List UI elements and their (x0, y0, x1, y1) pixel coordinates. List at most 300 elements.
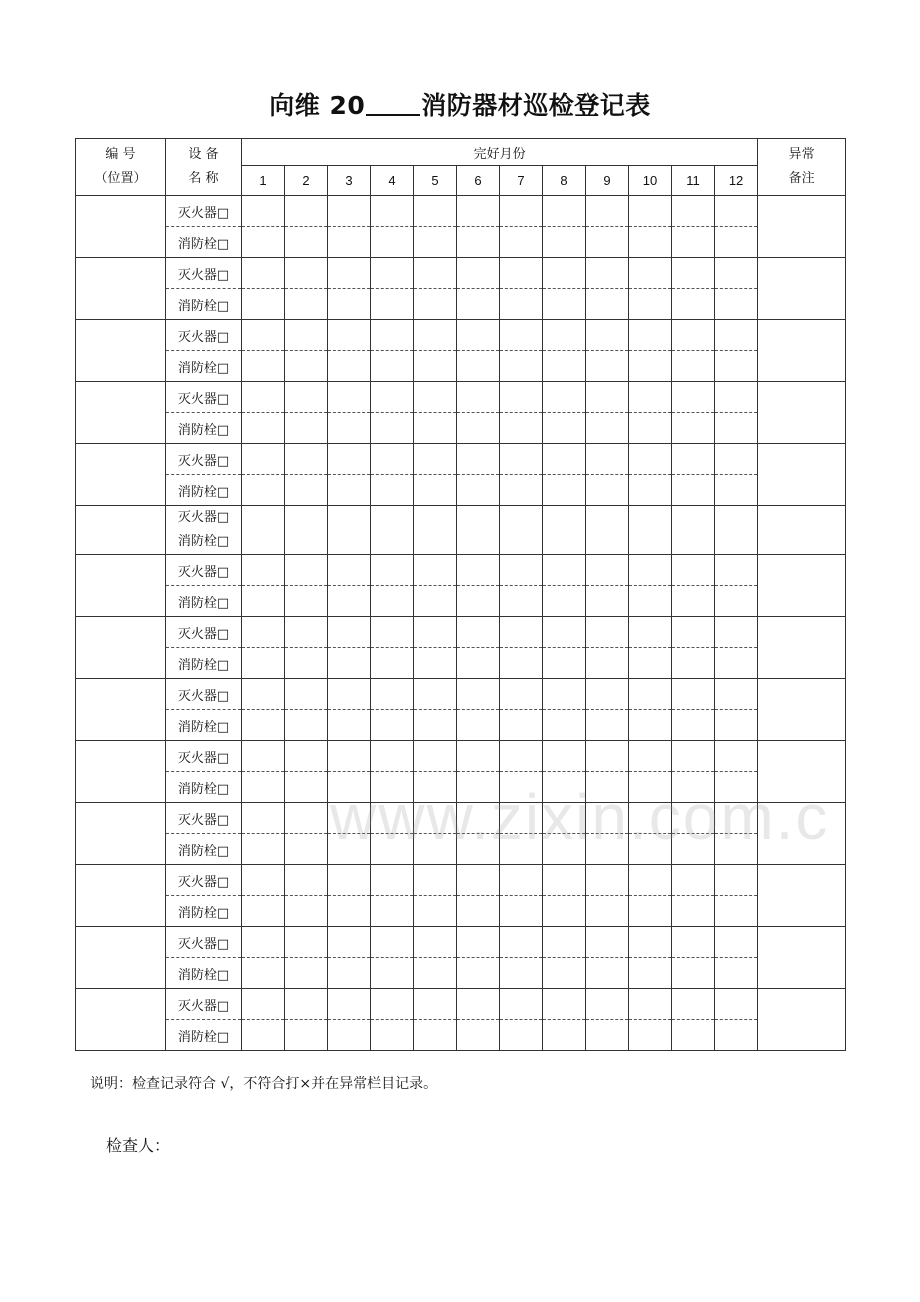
extinguisher-label[interactable]: 灭火器□ (166, 382, 242, 413)
check-cell[interactable] (500, 413, 543, 444)
check-cell[interactable] (629, 710, 672, 741)
check-cell[interactable] (371, 772, 414, 803)
hydrant-label[interactable]: 消防栓□ (166, 586, 242, 617)
check-cell[interactable] (457, 289, 500, 320)
check-cell[interactable] (285, 648, 328, 679)
remark-cell[interactable] (758, 444, 846, 506)
check-cell[interactable] (629, 958, 672, 989)
check-cell[interactable] (457, 741, 500, 772)
check-cell[interactable] (285, 506, 328, 555)
check-cell[interactable] (242, 382, 285, 413)
check-cell[interactable] (371, 320, 414, 351)
check-cell[interactable] (715, 989, 758, 1020)
check-cell[interactable] (586, 741, 629, 772)
remark-cell[interactable] (758, 741, 846, 803)
check-cell[interactable] (629, 772, 672, 803)
check-cell[interactable] (285, 772, 328, 803)
check-cell[interactable] (242, 617, 285, 648)
check-cell[interactable] (586, 289, 629, 320)
check-cell[interactable] (242, 648, 285, 679)
remark-cell[interactable] (758, 382, 846, 444)
check-cell[interactable] (629, 741, 672, 772)
check-cell[interactable] (371, 1020, 414, 1051)
check-cell[interactable] (629, 227, 672, 258)
check-cell[interactable] (414, 382, 457, 413)
check-cell[interactable] (414, 258, 457, 289)
check-cell[interactable] (371, 413, 414, 444)
check-cell[interactable] (672, 803, 715, 834)
check-cell[interactable] (457, 1020, 500, 1051)
check-cell[interactable] (414, 444, 457, 475)
check-cell[interactable] (715, 382, 758, 413)
hydrant-label[interactable]: 消防栓□ (166, 772, 242, 803)
check-cell[interactable] (543, 617, 586, 648)
remark-cell[interactable] (758, 617, 846, 679)
check-cell[interactable] (543, 506, 586, 555)
check-cell[interactable] (371, 958, 414, 989)
check-cell[interactable] (457, 865, 500, 896)
check-cell[interactable] (500, 475, 543, 506)
check-cell[interactable] (629, 896, 672, 927)
hydrant-label[interactable]: 消防栓□ (166, 227, 242, 258)
check-cell[interactable] (414, 617, 457, 648)
check-cell[interactable] (242, 927, 285, 958)
hydrant-label[interactable]: 消防栓□ (166, 413, 242, 444)
check-cell[interactable] (371, 351, 414, 382)
year-blank[interactable] (366, 92, 420, 116)
check-cell[interactable] (715, 506, 758, 555)
remark-cell[interactable] (758, 320, 846, 382)
check-cell[interactable] (500, 741, 543, 772)
check-cell[interactable] (543, 320, 586, 351)
check-cell[interactable] (328, 444, 371, 475)
check-cell[interactable] (543, 896, 586, 927)
check-cell[interactable] (586, 617, 629, 648)
check-cell[interactable] (586, 803, 629, 834)
check-cell[interactable] (672, 989, 715, 1020)
check-cell[interactable] (242, 989, 285, 1020)
check-cell[interactable] (500, 382, 543, 413)
extinguisher-label[interactable]: 灭火器□ (166, 989, 242, 1020)
check-cell[interactable] (629, 865, 672, 896)
check-cell[interactable] (371, 475, 414, 506)
check-cell[interactable] (629, 289, 672, 320)
check-cell[interactable] (242, 772, 285, 803)
check-cell[interactable] (672, 320, 715, 351)
extinguisher-label[interactable]: 灭火器□ (177, 510, 230, 525)
check-cell[interactable] (672, 475, 715, 506)
check-cell[interactable] (285, 865, 328, 896)
check-cell[interactable] (285, 958, 328, 989)
extinguisher-label[interactable]: 灭火器□ (166, 865, 242, 896)
check-cell[interactable] (242, 586, 285, 617)
check-cell[interactable] (414, 741, 457, 772)
check-cell[interactable] (543, 989, 586, 1020)
check-cell[interactable] (500, 896, 543, 927)
check-cell[interactable] (672, 865, 715, 896)
check-cell[interactable] (371, 227, 414, 258)
check-cell[interactable] (457, 351, 500, 382)
check-cell[interactable] (672, 927, 715, 958)
check-cell[interactable] (242, 320, 285, 351)
check-cell[interactable] (629, 351, 672, 382)
check-cell[interactable] (414, 865, 457, 896)
check-cell[interactable] (285, 258, 328, 289)
remark-cell[interactable] (758, 196, 846, 258)
check-cell[interactable] (500, 834, 543, 865)
check-cell[interactable] (328, 413, 371, 444)
hydrant-label[interactable]: 消防栓□ (166, 834, 242, 865)
extinguisher-label[interactable]: 灭火器□ (166, 803, 242, 834)
check-cell[interactable] (543, 227, 586, 258)
check-cell[interactable] (328, 617, 371, 648)
check-cell[interactable] (543, 648, 586, 679)
check-cell[interactable] (586, 927, 629, 958)
code-cell[interactable] (76, 617, 166, 679)
check-cell[interactable] (414, 413, 457, 444)
check-cell[interactable] (715, 927, 758, 958)
check-cell[interactable] (328, 648, 371, 679)
check-cell[interactable] (586, 320, 629, 351)
check-cell[interactable] (586, 351, 629, 382)
check-cell[interactable] (543, 555, 586, 586)
check-cell[interactable] (672, 958, 715, 989)
check-cell[interactable] (285, 320, 328, 351)
check-cell[interactable] (285, 803, 328, 834)
code-cell[interactable] (76, 382, 166, 444)
check-cell[interactable] (285, 227, 328, 258)
check-cell[interactable] (672, 679, 715, 710)
check-cell[interactable] (715, 196, 758, 227)
check-cell[interactable] (285, 710, 328, 741)
check-cell[interactable] (328, 196, 371, 227)
check-cell[interactable] (242, 196, 285, 227)
code-cell[interactable] (76, 679, 166, 741)
check-cell[interactable] (586, 475, 629, 506)
check-cell[interactable] (715, 648, 758, 679)
check-cell[interactable] (715, 586, 758, 617)
check-cell[interactable] (500, 710, 543, 741)
check-cell[interactable] (328, 586, 371, 617)
check-cell[interactable] (328, 351, 371, 382)
check-cell[interactable] (672, 586, 715, 617)
check-cell[interactable] (371, 927, 414, 958)
check-cell[interactable] (371, 555, 414, 586)
check-cell[interactable] (285, 289, 328, 320)
check-cell[interactable] (285, 741, 328, 772)
check-cell[interactable] (328, 475, 371, 506)
check-cell[interactable] (414, 772, 457, 803)
check-cell[interactable] (586, 555, 629, 586)
check-cell[interactable] (328, 896, 371, 927)
check-cell[interactable] (457, 258, 500, 289)
check-cell[interactable] (543, 586, 586, 617)
check-cell[interactable] (371, 196, 414, 227)
check-cell[interactable] (328, 803, 371, 834)
check-cell[interactable] (457, 772, 500, 803)
check-cell[interactable] (328, 741, 371, 772)
check-cell[interactable] (414, 679, 457, 710)
check-cell[interactable] (457, 475, 500, 506)
check-cell[interactable] (328, 289, 371, 320)
check-cell[interactable] (715, 772, 758, 803)
check-cell[interactable] (543, 413, 586, 444)
check-cell[interactable] (715, 258, 758, 289)
hydrant-label[interactable]: 消防栓□ (166, 710, 242, 741)
check-cell[interactable] (371, 741, 414, 772)
check-cell[interactable] (500, 803, 543, 834)
check-cell[interactable] (414, 834, 457, 865)
check-cell[interactable] (543, 958, 586, 989)
check-cell[interactable] (715, 710, 758, 741)
check-cell[interactable] (457, 444, 500, 475)
check-cell[interactable] (672, 896, 715, 927)
extinguisher-label[interactable]: 灭火器□ (166, 679, 242, 710)
check-cell[interactable] (629, 679, 672, 710)
check-cell[interactable] (629, 648, 672, 679)
check-cell[interactable] (285, 896, 328, 927)
check-cell[interactable] (629, 1020, 672, 1051)
remark-cell[interactable] (758, 927, 846, 989)
check-cell[interactable] (414, 289, 457, 320)
check-cell[interactable] (629, 617, 672, 648)
code-cell[interactable] (76, 741, 166, 803)
check-cell[interactable] (672, 617, 715, 648)
check-cell[interactable] (371, 710, 414, 741)
check-cell[interactable] (457, 555, 500, 586)
check-cell[interactable] (715, 555, 758, 586)
check-cell[interactable] (457, 320, 500, 351)
check-cell[interactable] (543, 679, 586, 710)
check-cell[interactable] (242, 413, 285, 444)
check-cell[interactable] (457, 196, 500, 227)
check-cell[interactable] (586, 444, 629, 475)
check-cell[interactable] (586, 196, 629, 227)
check-cell[interactable] (371, 803, 414, 834)
check-cell[interactable] (242, 803, 285, 834)
check-cell[interactable] (500, 289, 543, 320)
remark-cell[interactable] (758, 506, 846, 555)
check-cell[interactable] (457, 648, 500, 679)
check-cell[interactable] (328, 320, 371, 351)
check-cell[interactable] (543, 927, 586, 958)
code-cell[interactable] (76, 506, 166, 555)
check-cell[interactable] (328, 710, 371, 741)
extinguisher-label[interactable]: 灭火器□ (166, 444, 242, 475)
check-cell[interactable] (328, 382, 371, 413)
check-cell[interactable] (715, 803, 758, 834)
check-cell[interactable] (457, 803, 500, 834)
check-cell[interactable] (457, 617, 500, 648)
check-cell[interactable] (672, 834, 715, 865)
remark-cell[interactable] (758, 679, 846, 741)
check-cell[interactable] (457, 382, 500, 413)
check-cell[interactable] (242, 289, 285, 320)
check-cell[interactable] (414, 710, 457, 741)
check-cell[interactable] (500, 679, 543, 710)
code-cell[interactable] (76, 444, 166, 506)
check-cell[interactable] (629, 927, 672, 958)
check-cell[interactable] (543, 351, 586, 382)
check-cell[interactable] (586, 258, 629, 289)
check-cell[interactable] (543, 710, 586, 741)
check-cell[interactable] (457, 896, 500, 927)
check-cell[interactable] (414, 803, 457, 834)
extinguisher-label[interactable]: 灭火器□ (166, 927, 242, 958)
check-cell[interactable] (586, 506, 629, 555)
check-cell[interactable] (328, 679, 371, 710)
code-cell[interactable] (76, 196, 166, 258)
check-cell[interactable] (457, 679, 500, 710)
check-cell[interactable] (586, 834, 629, 865)
check-cell[interactable] (629, 444, 672, 475)
check-cell[interactable] (457, 506, 500, 555)
check-cell[interactable] (414, 475, 457, 506)
check-cell[interactable] (242, 506, 285, 555)
check-cell[interactable] (285, 555, 328, 586)
check-cell[interactable] (371, 648, 414, 679)
check-cell[interactable] (285, 586, 328, 617)
check-cell[interactable] (543, 741, 586, 772)
check-cell[interactable] (285, 834, 328, 865)
check-cell[interactable] (672, 258, 715, 289)
check-cell[interactable] (629, 320, 672, 351)
check-cell[interactable] (371, 834, 414, 865)
remark-cell[interactable] (758, 803, 846, 865)
check-cell[interactable] (715, 617, 758, 648)
check-cell[interactable] (328, 927, 371, 958)
extinguisher-label[interactable]: 灭火器□ (166, 741, 242, 772)
check-cell[interactable] (586, 382, 629, 413)
check-cell[interactable] (715, 413, 758, 444)
remark-cell[interactable] (758, 258, 846, 320)
check-cell[interactable] (543, 196, 586, 227)
check-cell[interactable] (500, 772, 543, 803)
hydrant-label[interactable]: 消防栓□ (166, 958, 242, 989)
check-cell[interactable] (715, 958, 758, 989)
check-cell[interactable] (457, 958, 500, 989)
check-cell[interactable] (414, 320, 457, 351)
check-cell[interactable] (414, 586, 457, 617)
check-cell[interactable] (715, 351, 758, 382)
check-cell[interactable] (543, 382, 586, 413)
check-cell[interactable] (500, 320, 543, 351)
check-cell[interactable] (500, 927, 543, 958)
check-cell[interactable] (715, 865, 758, 896)
check-cell[interactable] (586, 413, 629, 444)
check-cell[interactable] (285, 351, 328, 382)
check-cell[interactable] (500, 1020, 543, 1051)
check-cell[interactable] (328, 772, 371, 803)
check-cell[interactable] (672, 227, 715, 258)
check-cell[interactable] (414, 351, 457, 382)
check-cell[interactable] (543, 772, 586, 803)
check-cell[interactable] (457, 927, 500, 958)
check-cell[interactable] (500, 196, 543, 227)
check-cell[interactable] (414, 1020, 457, 1051)
check-cell[interactable] (371, 506, 414, 555)
check-cell[interactable] (629, 196, 672, 227)
check-cell[interactable] (543, 258, 586, 289)
check-cell[interactable] (672, 382, 715, 413)
check-cell[interactable] (242, 741, 285, 772)
check-cell[interactable] (285, 927, 328, 958)
check-cell[interactable] (715, 320, 758, 351)
code-cell[interactable] (76, 258, 166, 320)
check-cell[interactable] (328, 865, 371, 896)
check-cell[interactable] (242, 555, 285, 586)
check-cell[interactable] (715, 1020, 758, 1051)
check-cell[interactable] (285, 679, 328, 710)
check-cell[interactable] (629, 475, 672, 506)
check-cell[interactable] (586, 227, 629, 258)
check-cell[interactable] (500, 958, 543, 989)
check-cell[interactable] (543, 289, 586, 320)
check-cell[interactable] (715, 896, 758, 927)
check-cell[interactable] (715, 679, 758, 710)
check-cell[interactable] (371, 865, 414, 896)
check-cell[interactable] (715, 289, 758, 320)
check-cell[interactable] (715, 475, 758, 506)
check-cell[interactable] (672, 1020, 715, 1051)
code-cell[interactable] (76, 865, 166, 927)
check-cell[interactable] (285, 413, 328, 444)
check-cell[interactable] (242, 1020, 285, 1051)
code-cell[interactable] (76, 989, 166, 1051)
check-cell[interactable] (242, 710, 285, 741)
check-cell[interactable] (715, 227, 758, 258)
hydrant-label[interactable]: 消防栓□ (166, 648, 242, 679)
check-cell[interactable] (500, 258, 543, 289)
check-cell[interactable] (285, 989, 328, 1020)
check-cell[interactable] (328, 258, 371, 289)
check-cell[interactable] (242, 227, 285, 258)
check-cell[interactable] (629, 586, 672, 617)
check-cell[interactable] (371, 617, 414, 648)
check-cell[interactable] (586, 710, 629, 741)
check-cell[interactable] (285, 196, 328, 227)
check-cell[interactable] (328, 989, 371, 1020)
check-cell[interactable] (457, 710, 500, 741)
check-cell[interactable] (586, 865, 629, 896)
code-cell[interactable] (76, 555, 166, 617)
extinguisher-label[interactable]: 灭火器□ (166, 196, 242, 227)
check-cell[interactable] (457, 586, 500, 617)
remark-cell[interactable] (758, 555, 846, 617)
check-cell[interactable] (328, 958, 371, 989)
check-cell[interactable] (371, 679, 414, 710)
remark-cell[interactable] (758, 865, 846, 927)
check-cell[interactable] (285, 382, 328, 413)
hydrant-label[interactable]: 消防栓□ (166, 289, 242, 320)
extinguisher-label[interactable]: 灭火器□ (166, 555, 242, 586)
check-cell[interactable] (414, 555, 457, 586)
check-cell[interactable] (629, 382, 672, 413)
code-cell[interactable] (76, 320, 166, 382)
check-cell[interactable] (328, 506, 371, 555)
check-cell[interactable] (242, 958, 285, 989)
check-cell[interactable] (414, 927, 457, 958)
check-cell[interactable] (242, 834, 285, 865)
check-cell[interactable] (285, 444, 328, 475)
check-cell[interactable] (500, 555, 543, 586)
hydrant-label[interactable]: 消防栓□ (166, 896, 242, 927)
check-cell[interactable] (629, 258, 672, 289)
check-cell[interactable] (457, 227, 500, 258)
check-cell[interactable] (543, 1020, 586, 1051)
check-cell[interactable] (500, 865, 543, 896)
check-cell[interactable] (414, 958, 457, 989)
